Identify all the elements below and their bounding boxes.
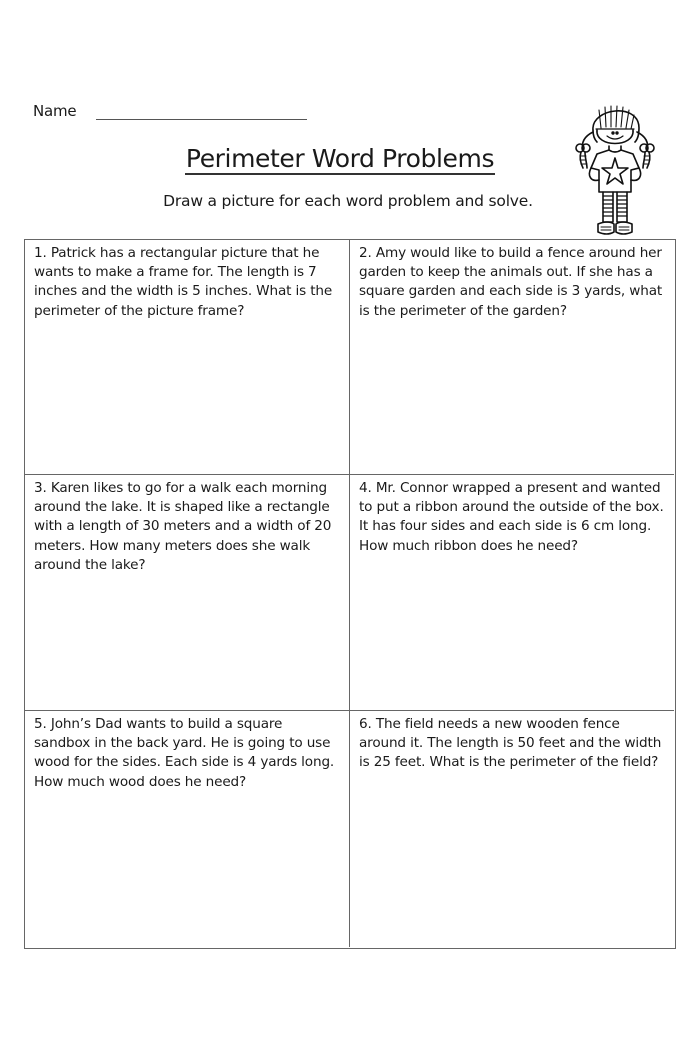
problem-cell-3[interactable] <box>25 475 350 711</box>
problem-text-6: 6. The field needs a new wooden fence around it. The length is 50 feet and the width is 25 feet. What is the perimeter of the field? <box>359 716 662 771</box>
name-blank-line[interactable] <box>96 119 307 120</box>
problem-cell-2[interactable] <box>350 240 674 475</box>
problems-grid <box>24 239 676 949</box>
problem-text-3: 3. Karen likes to go for a walk each morning around the lake. It is shaped like a rectangle with a length of 30 meters and a width of 20 meters. How many meters does she walk around the lake? <box>34 480 332 573</box>
worksheet-title: Perimeter Word Problems <box>185 144 495 173</box>
problem-cell-4[interactable] <box>350 475 674 711</box>
problem-text-5: 5. John’s Dad wants to build a square sandbox in the back yard. He is going to use wood for the sides. Each side is 4 yards long. How much wood does he need? <box>34 716 335 790</box>
problem-cell-1[interactable] <box>25 240 350 475</box>
name-label: Name <box>33 102 77 120</box>
problem-text-1: 1. Patrick has a rectangular picture that he wants to make a frame for. The length is 7 inches and the width is 5 inches. What is the perimeter of the picture frame? <box>34 245 333 319</box>
girl-illustration-icon <box>565 96 665 242</box>
name-row <box>33 101 307 121</box>
problem-cell-6[interactable] <box>350 711 674 947</box>
problem-cell-5[interactable] <box>25 711 350 947</box>
problem-text-2: 2. Amy would like to build a fence around her garden to keep the animals out. If she has a square garden and each side is 3 yards, what is the perimeter of the garden? <box>359 245 663 319</box>
instructions: Draw a picture for each word problem and solve. <box>163 192 533 210</box>
problem-text-4: 4. Mr. Connor wrapped a present and wanted to put a ribbon around the outside of the box. It has four sides and each side is 6 cm long. How much ribbon does he need? <box>359 480 664 554</box>
